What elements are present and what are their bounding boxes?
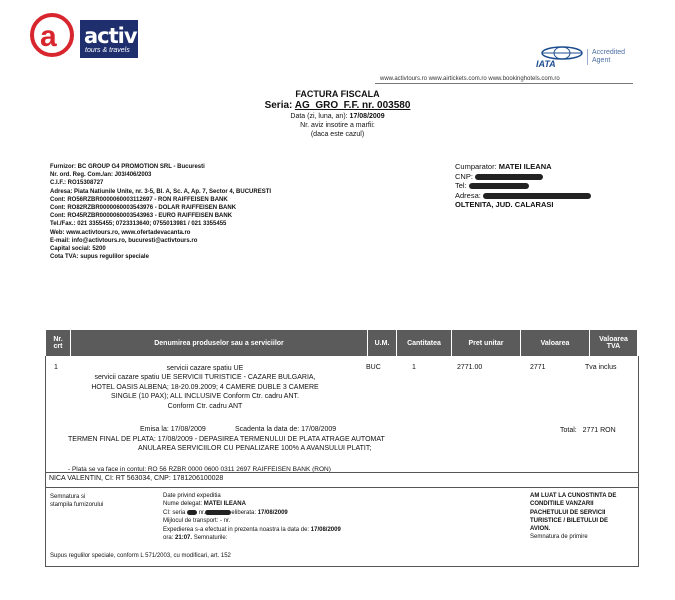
- supplier-line: Furnizor: BC GROUP G4 PROMOTION SRL - Bucuresti: [50, 164, 205, 170]
- buyer-name: MATEI ILEANA: [498, 162, 552, 171]
- table-header-row: [46, 330, 638, 356]
- invoice-date: [0, 113, 675, 120]
- shipping-info: [163, 492, 341, 542]
- desc-line: SINGLE (10 PAX); ALL INCLUSIVE Conform Ctr. cadru ANT.: [111, 393, 299, 401]
- redaction-mark: [469, 183, 529, 189]
- col-nr: Nr. crt: [46, 330, 71, 356]
- buyer-name-line: [455, 162, 591, 172]
- footer-note: Supus regulilor speciale, conform L 571/2003, cu modificari, art. 152: [50, 553, 231, 559]
- redaction-mark: [187, 510, 197, 515]
- row-vat: Tva inclus: [585, 364, 617, 371]
- invoice-title: FACTURA FISCALA: [295, 89, 380, 99]
- series-label: Seria:: [264, 100, 295, 111]
- aviz-note: (daca este cazul): [310, 131, 365, 138]
- supplier-line: E-mail: info@activtours.ro, bucuresti@activtours.ro: [50, 237, 198, 244]
- col-valoare-tva: Valoarea TVA: [590, 330, 638, 356]
- buyer-info: [455, 162, 591, 210]
- ack-line: TURISTICE / BILETULUI DE: [530, 517, 608, 524]
- row-um: BUC: [366, 364, 381, 371]
- ack-line: CONDITIILE VANZARII: [530, 501, 594, 508]
- ci-line: CI: seria nr. eliberata: 17/08/2009: [163, 509, 288, 516]
- shipping-title: Date privind expeditia: [163, 493, 221, 499]
- receipt-signature: Semnatura de primire: [530, 534, 588, 541]
- payment-account: - Plata se va face in contul: RO 56 RZBR 0000 0600 0311 2697 RAIFFEISEN BANK (RON): [68, 466, 331, 473]
- website-links: www.activtours.ro www.airtickets.com.ro www.bookinghotels.com.ro: [380, 76, 560, 82]
- total-label: Total:: [560, 427, 577, 434]
- issued-date: Emisa la: 17/08/2009: [140, 426, 206, 433]
- ack-line: AM LUAT LA CUNOSTINTA DE: [530, 493, 617, 499]
- redaction-mark: [205, 510, 231, 515]
- supplier-line: C.I.F.: RO15308727: [50, 180, 104, 187]
- buyer-address-line: [455, 191, 591, 201]
- buyer-cnp-line: [455, 172, 591, 182]
- supplier-line: Nr. ord. Reg. Com./an: J03/406/2003: [50, 172, 152, 179]
- aviz-line: Nr. aviz insotire a marfii:: [300, 122, 375, 129]
- row-price: 2771.00: [457, 364, 483, 371]
- date-value: 17/08/2009: [349, 113, 385, 120]
- date-label: Data (zi, luna, an):: [290, 113, 350, 120]
- tel-label: Tel:: [455, 181, 467, 191]
- items-table: [45, 330, 637, 356]
- supplier-signature: [50, 493, 103, 509]
- ack-line: PACHETULUI DE SERVICII: [530, 509, 606, 516]
- time-line: ora: 21:07. Semnaturile:: [163, 535, 228, 542]
- accredited-agent: [587, 49, 625, 65]
- supplier-line: Cont: RO82RZBR0000060003543976 - DOLAR RAIFFEISEN BANK: [50, 205, 237, 212]
- supplier-line: Tel./Fax.: 021 3355455; 0723313640; 0755013981 / 021 3355455: [50, 221, 227, 228]
- col-denumire: Denumirea produselor sau a serviciilor: [71, 330, 368, 356]
- total: [560, 427, 616, 434]
- buyer-label: Cumparator:: [455, 162, 499, 171]
- terms-line: TERMEN FINAL DE PLATA: 17/08/2009 - DEPASIREA TERMENULUI DE PLATA ATRAGE AUTOMAT: [68, 436, 385, 443]
- desc-line: servicii cazare spatiu UE: [166, 365, 244, 372]
- terms-line: ANULAREA SERVICIILOR CU PENALIZARE 100% A AVANSULUI PLATIT;: [138, 445, 372, 452]
- total-value: 2771 RON: [582, 427, 616, 434]
- row-nr: 1: [54, 364, 58, 371]
- header-divider: [375, 83, 633, 84]
- row-qty: 1: [412, 364, 416, 371]
- invoice-series: [0, 100, 675, 111]
- due-date: Scadenta la data de: 17/08/2009: [235, 426, 337, 433]
- ack-line: AVION.: [530, 526, 551, 533]
- accredited-line: Agent: [592, 57, 611, 64]
- delegate-id-line: NICA VALENTIN, CI: RT 563034, CNP: 1781206100028: [49, 475, 224, 482]
- supplier-line: Adresa: Piata Natiunile Unite, nr. 3-5, Bl. A, Sc. A, Ap. 7, Sector 4, BUCURESTI: [50, 188, 272, 195]
- delegate-line: Nume delegat: MATEI ILEANA: [163, 501, 246, 508]
- supplier-line: Cont: RO45RZBR0000060003543963 - EURO RAIFFEISEN BANK: [50, 213, 233, 220]
- desc-line: servicii cazare spatiu UE SERVICII TURISTICE - CAZARE BULGARIA,: [94, 374, 316, 382]
- row-value: 2771: [530, 364, 546, 371]
- redaction-mark: [475, 174, 543, 180]
- col-pret: Pret unitar: [452, 330, 521, 356]
- supplier-line: Cota TVA: supus regulilor speciale: [50, 254, 149, 261]
- signature-line: Semnatura si: [50, 494, 86, 500]
- supplier-line: Capital social: 5200: [50, 246, 106, 253]
- transport-line: Mijlocul de transport: - nr.: [163, 518, 231, 525]
- desc-line: Conform Ctr. cadru ANT: [167, 402, 243, 410]
- cnp-label: CNP:: [455, 171, 473, 181]
- signature-line: stampila furnizorului: [50, 502, 104, 508]
- at-logo-icon: [28, 12, 78, 58]
- redaction-mark: [483, 193, 591, 199]
- supplier-line: Cont: RO56RZBR0000060003112697 - RON RAIFFEISEN BANK: [50, 196, 228, 203]
- col-um: U.M.: [368, 330, 397, 356]
- desc-line: HOTEL OASIS ALBENA; 18-20.09.2009; 4 CAMERE DUBLE 3 CAMERE: [91, 383, 319, 391]
- col-valoare: Valoarea: [521, 330, 590, 356]
- iata-label: IATA: [536, 59, 556, 69]
- acknowledgement: [530, 492, 616, 542]
- buyer-city: OLTENITA, JUD. CALARASI: [455, 200, 554, 210]
- supplier-info: [50, 163, 271, 261]
- col-cantitate: Cantitatea: [397, 330, 452, 356]
- supplier-line: Web: www.activtours.ro, www.ofertadevacanta.ro: [50, 229, 191, 236]
- row-description: [55, 364, 355, 411]
- accredited-line: Accredited: [592, 49, 626, 56]
- series-value: AG_GRO_F.F. nr. 003580: [294, 100, 411, 111]
- buyer-tel-line: [455, 181, 591, 191]
- activ-logo: [80, 20, 138, 58]
- payment-terms: [68, 435, 385, 453]
- expedition-date-line: Expedierea s-a efectuat in prezenta noastra la data de: 17/08/2009: [163, 526, 341, 533]
- svg-text:a: a: [40, 20, 57, 53]
- logo-tagline: tours & travels: [85, 47, 130, 54]
- address-label: Adresa:: [455, 190, 481, 200]
- logo-brand: activ: [84, 24, 137, 48]
